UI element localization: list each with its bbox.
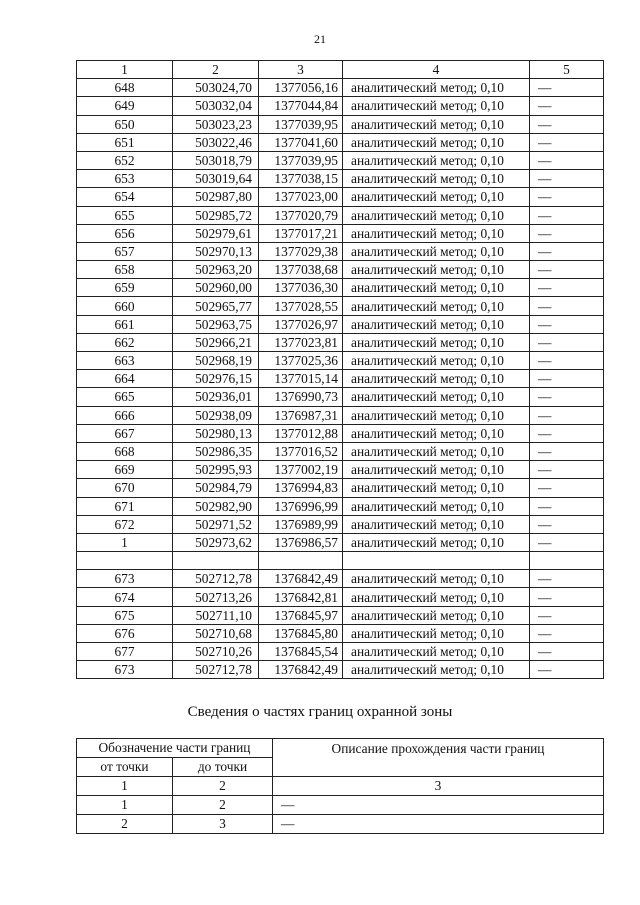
note-cell: — [530, 570, 604, 588]
method-cell: аналитический метод; 0,10 [343, 497, 530, 515]
method-cell: аналитический метод; 0,10 [343, 315, 530, 333]
point-number-cell: 671 [77, 497, 173, 515]
note-cell: — [530, 315, 604, 333]
note-cell: — [530, 606, 604, 624]
method-cell: аналитический метод; 0,10 [343, 479, 530, 497]
table-row [77, 97, 604, 115]
note-cell: — [530, 170, 604, 188]
method-cell: аналитический метод; 0,10 [343, 406, 530, 424]
y-coordinate-cell: 1377039,95 [259, 151, 343, 169]
point-number-cell: 650 [77, 115, 173, 133]
point-number-cell: 672 [77, 515, 173, 533]
point-number-cell: 653 [77, 170, 173, 188]
page-number: 21 [314, 32, 326, 46]
description-cell: — [273, 796, 604, 815]
method-cell: аналитический метод; 0,10 [343, 588, 530, 606]
table-row [77, 170, 604, 188]
column-header: 1 [77, 61, 173, 79]
y-coordinate-cell: 1377016,52 [259, 442, 343, 460]
table-row [77, 533, 604, 551]
point-number-cell: 1 [77, 533, 173, 551]
coordinates-table [76, 60, 604, 679]
note-cell: — [530, 424, 604, 442]
note-cell [530, 552, 604, 570]
point-number-cell: 652 [77, 151, 173, 169]
table-row [77, 224, 604, 242]
note-cell: — [530, 333, 604, 351]
note-cell: — [530, 588, 604, 606]
table-row [77, 261, 604, 279]
x-coordinate-cell: 503018,79 [173, 151, 259, 169]
x-coordinate-cell: 502976,15 [173, 370, 259, 388]
table-row [77, 588, 604, 606]
y-coordinate-cell: 1376842,49 [259, 661, 343, 679]
table-row [77, 643, 604, 661]
section-title: Сведения о частях границ охранной зоны [187, 704, 453, 720]
x-coordinate-cell: 502984,79 [173, 479, 259, 497]
note-cell: — [530, 261, 604, 279]
x-coordinate-cell: 503032,04 [173, 97, 259, 115]
point-number-cell: 660 [77, 297, 173, 315]
y-coordinate-cell: 1377041,60 [259, 133, 343, 151]
y-coordinate-cell: 1377029,38 [259, 242, 343, 260]
point-number-cell: 665 [77, 388, 173, 406]
x-coordinate-cell: 502960,00 [173, 279, 259, 297]
from-point-cell: 1 [77, 796, 173, 815]
note-cell: — [530, 533, 604, 551]
method-cell: аналитический метод; 0,10 [343, 261, 530, 279]
y-coordinate-cell: 1377038,15 [259, 170, 343, 188]
point-number-cell: 668 [77, 442, 173, 460]
x-coordinate-cell: 502986,35 [173, 442, 259, 460]
y-coordinate-cell: 1376845,97 [259, 606, 343, 624]
table-row [77, 815, 604, 834]
point-number-cell: 676 [77, 624, 173, 642]
table-row [77, 606, 604, 624]
note-cell: — [530, 242, 604, 260]
point-number-cell: 669 [77, 461, 173, 479]
y-coordinate-cell: 1377025,36 [259, 352, 343, 370]
parts-header-description: Описание прохождения части границ [273, 739, 604, 777]
note-cell: — [530, 115, 604, 133]
x-coordinate-cell: 502710,26 [173, 643, 259, 661]
y-coordinate-cell: 1376987,31 [259, 406, 343, 424]
y-coordinate-cell: 1377023,00 [259, 188, 343, 206]
y-coordinate-cell: 1376845,54 [259, 643, 343, 661]
column-header: 2 [173, 61, 259, 79]
column-header: 4 [343, 61, 530, 79]
x-coordinate-cell: 502982,90 [173, 497, 259, 515]
column-number: 2 [173, 777, 273, 796]
x-coordinate-cell: 502712,78 [173, 570, 259, 588]
to-point-cell: 3 [173, 815, 273, 834]
point-number-cell: 651 [77, 133, 173, 151]
y-coordinate-cell: 1377026,97 [259, 315, 343, 333]
x-coordinate-cell: 503019,64 [173, 170, 259, 188]
note-cell: — [530, 224, 604, 242]
parts-header-group: Обозначение части границ [77, 739, 273, 758]
table-row [77, 79, 604, 97]
y-coordinate-cell: 1376996,99 [259, 497, 343, 515]
method-cell: аналитический метод; 0,10 [343, 206, 530, 224]
x-coordinate-cell: 502973,62 [173, 533, 259, 551]
method-cell: аналитический метод; 0,10 [343, 370, 530, 388]
table-row [77, 315, 604, 333]
x-coordinate-cell: 502971,52 [173, 515, 259, 533]
note-cell: — [530, 442, 604, 460]
parts-header-to: до точки [173, 758, 273, 777]
point-number-cell: 664 [77, 370, 173, 388]
point-number-cell: 661 [77, 315, 173, 333]
method-cell: аналитический метод; 0,10 [343, 297, 530, 315]
point-number-cell: 659 [77, 279, 173, 297]
note-cell: — [530, 661, 604, 679]
point-number-cell: 663 [77, 352, 173, 370]
point-number-cell: 677 [77, 643, 173, 661]
table-row [77, 661, 604, 679]
x-coordinate-cell [173, 552, 259, 570]
x-coordinate-cell: 502713,26 [173, 588, 259, 606]
y-coordinate-cell: 1377015,14 [259, 370, 343, 388]
note-cell: — [530, 370, 604, 388]
note-cell: — [530, 643, 604, 661]
note-cell: — [530, 206, 604, 224]
point-number-cell: 675 [77, 606, 173, 624]
table-row [77, 242, 604, 260]
point-number-cell: 654 [77, 188, 173, 206]
method-cell: аналитический метод; 0,10 [343, 188, 530, 206]
parts-header-from: от точки [77, 758, 173, 777]
x-coordinate-cell: 502938,09 [173, 406, 259, 424]
note-cell: — [530, 151, 604, 169]
point-number-cell: 656 [77, 224, 173, 242]
x-coordinate-cell: 502987,80 [173, 188, 259, 206]
note-cell: — [530, 97, 604, 115]
x-coordinate-cell: 502965,77 [173, 297, 259, 315]
x-coordinate-cell: 502995,93 [173, 461, 259, 479]
x-coordinate-cell: 502980,13 [173, 424, 259, 442]
y-coordinate-cell [259, 552, 343, 570]
y-coordinate-cell: 1377012,88 [259, 424, 343, 442]
note-cell: — [530, 188, 604, 206]
x-coordinate-cell: 502968,19 [173, 352, 259, 370]
method-cell: аналитический метод; 0,10 [343, 570, 530, 588]
method-cell: аналитический метод; 0,10 [343, 442, 530, 460]
coordinates-header-row [77, 61, 604, 79]
method-cell: аналитический метод; 0,10 [343, 333, 530, 351]
parts-table-body [77, 796, 604, 834]
method-cell: аналитический метод; 0,10 [343, 279, 530, 297]
parts-header-row [77, 739, 604, 758]
note-cell: — [530, 133, 604, 151]
parts-column-numbers-row [77, 777, 604, 796]
table-row [77, 370, 604, 388]
note-cell: — [530, 515, 604, 533]
note-cell: — [530, 352, 604, 370]
point-number-cell: 648 [77, 79, 173, 97]
y-coordinate-cell: 1376845,80 [259, 624, 343, 642]
point-number-cell: 670 [77, 479, 173, 497]
y-coordinate-cell: 1377002,19 [259, 461, 343, 479]
method-cell: аналитический метод; 0,10 [343, 533, 530, 551]
table-row [77, 333, 604, 351]
method-cell: аналитический метод; 0,10 [343, 424, 530, 442]
table-row [77, 279, 604, 297]
method-cell: аналитический метод; 0,10 [343, 461, 530, 479]
method-cell: аналитический метод; 0,10 [343, 242, 530, 260]
y-coordinate-cell: 1376842,81 [259, 588, 343, 606]
method-cell: аналитический метод; 0,10 [343, 97, 530, 115]
boundary-parts-table [76, 738, 604, 834]
note-cell: — [530, 297, 604, 315]
column-number: 3 [273, 777, 604, 796]
table-row [77, 151, 604, 169]
column-number: 1 [77, 777, 173, 796]
method-cell: аналитический метод; 0,10 [343, 643, 530, 661]
method-cell: аналитический метод; 0,10 [343, 133, 530, 151]
note-cell: — [530, 624, 604, 642]
y-coordinate-cell: 1376989,99 [259, 515, 343, 533]
x-coordinate-cell: 502963,75 [173, 315, 259, 333]
method-cell: аналитический метод; 0,10 [343, 624, 530, 642]
y-coordinate-cell: 1376986,57 [259, 533, 343, 551]
table-row [77, 133, 604, 151]
y-coordinate-cell: 1377038,68 [259, 261, 343, 279]
y-coordinate-cell: 1377036,30 [259, 279, 343, 297]
table-row [77, 461, 604, 479]
x-coordinate-cell: 502966,21 [173, 333, 259, 351]
description-cell: — [273, 815, 604, 834]
method-cell [343, 552, 530, 570]
x-coordinate-cell: 502712,78 [173, 661, 259, 679]
x-coordinate-cell: 502963,20 [173, 261, 259, 279]
note-cell: — [530, 79, 604, 97]
method-cell: аналитический метод; 0,10 [343, 79, 530, 97]
coordinates-table-body [77, 79, 604, 679]
x-coordinate-cell: 502970,13 [173, 242, 259, 260]
y-coordinate-cell: 1377017,21 [259, 224, 343, 242]
table-row [77, 624, 604, 642]
table-row [77, 442, 604, 460]
y-coordinate-cell: 1376990,73 [259, 388, 343, 406]
y-coordinate-cell: 1377039,95 [259, 115, 343, 133]
method-cell: аналитический метод; 0,10 [343, 388, 530, 406]
column-header: 3 [259, 61, 343, 79]
table-row [77, 388, 604, 406]
x-coordinate-cell: 502985,72 [173, 206, 259, 224]
table-row [77, 206, 604, 224]
y-coordinate-cell: 1377028,55 [259, 297, 343, 315]
spacer-row [77, 552, 604, 570]
table-row [77, 424, 604, 442]
point-number-cell: 658 [77, 261, 173, 279]
y-coordinate-cell: 1377056,16 [259, 79, 343, 97]
x-coordinate-cell: 502979,61 [173, 224, 259, 242]
point-number-cell: 657 [77, 242, 173, 260]
table-row [77, 406, 604, 424]
note-cell: — [530, 406, 604, 424]
table-row [77, 352, 604, 370]
table-row [77, 515, 604, 533]
column-header: 5 [530, 61, 604, 79]
note-cell: — [530, 388, 604, 406]
point-number-cell: 655 [77, 206, 173, 224]
method-cell: аналитический метод; 0,10 [343, 515, 530, 533]
method-cell: аналитический метод; 0,10 [343, 151, 530, 169]
point-number-cell [77, 552, 173, 570]
y-coordinate-cell: 1377023,81 [259, 333, 343, 351]
x-coordinate-cell: 502710,68 [173, 624, 259, 642]
note-cell: — [530, 461, 604, 479]
y-coordinate-cell: 1377044,84 [259, 97, 343, 115]
x-coordinate-cell: 502711,10 [173, 606, 259, 624]
note-cell: — [530, 479, 604, 497]
table-row [77, 297, 604, 315]
table-row [77, 497, 604, 515]
method-cell: аналитический метод; 0,10 [343, 115, 530, 133]
method-cell: аналитический метод; 0,10 [343, 606, 530, 624]
table-row [77, 796, 604, 815]
y-coordinate-cell: 1377020,79 [259, 206, 343, 224]
point-number-cell: 667 [77, 424, 173, 442]
x-coordinate-cell: 503022,46 [173, 133, 259, 151]
point-number-cell: 673 [77, 661, 173, 679]
x-coordinate-cell: 502936,01 [173, 388, 259, 406]
method-cell: аналитический метод; 0,10 [343, 352, 530, 370]
x-coordinate-cell: 503023,23 [173, 115, 259, 133]
table-row [77, 570, 604, 588]
method-cell: аналитический метод; 0,10 [343, 661, 530, 679]
y-coordinate-cell: 1376842,49 [259, 570, 343, 588]
method-cell: аналитический метод; 0,10 [343, 224, 530, 242]
table-row [77, 479, 604, 497]
point-number-cell: 674 [77, 588, 173, 606]
point-number-cell: 649 [77, 97, 173, 115]
method-cell: аналитический метод; 0,10 [343, 170, 530, 188]
point-number-cell: 662 [77, 333, 173, 351]
to-point-cell: 2 [173, 796, 273, 815]
note-cell: — [530, 279, 604, 297]
from-point-cell: 2 [77, 815, 173, 834]
table-row [77, 115, 604, 133]
y-coordinate-cell: 1376994,83 [259, 479, 343, 497]
point-number-cell: 666 [77, 406, 173, 424]
point-number-cell: 673 [77, 570, 173, 588]
x-coordinate-cell: 503024,70 [173, 79, 259, 97]
table-row [77, 188, 604, 206]
note-cell: — [530, 497, 604, 515]
